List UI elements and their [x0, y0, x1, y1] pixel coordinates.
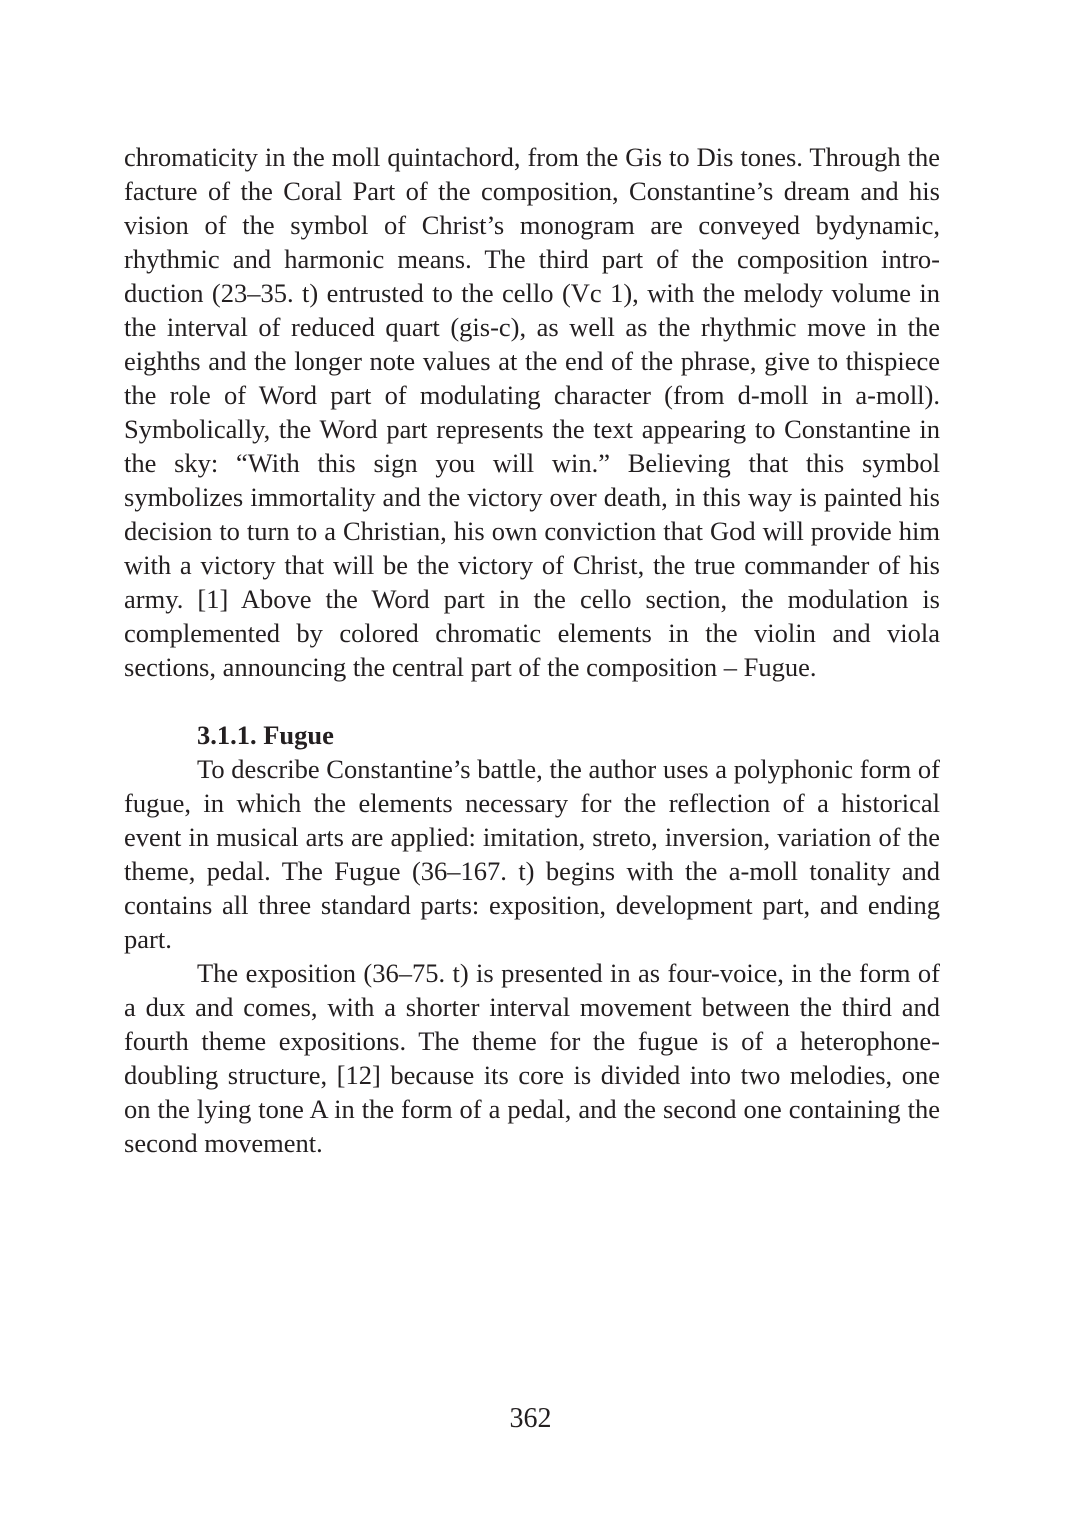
section-heading: 3.1.1. Fugue: [197, 720, 334, 750]
page-number: 362: [509, 1403, 552, 1434]
body-paragraph: To describe Constantine’s battle, the author uses a polyphonic form of fugue, in which the elements necessary for the reflection of a historical event in musical arts are applied: imitation, streto, inversion, variation of the theme, pedal. The Fugue (36–167. t) begins with the a-moll tonality and contains all three standard parts: exposition, development part, and ending part.: [124, 754, 940, 954]
body-text: [124, 140, 940, 1160]
body-paragraph: chromaticity in the moll quintachord, from the Gis to Dis tones. Through the facture of the Coral Part of the composition, Constantine’s dream and his vision of the symbol of Christ’s monogram are conveyed bydynamic, rhythmic and harmonic means. The third part of the composition introduction (23–35. t) entrusted to the cello (Vc 1), with the melody volume in the interval of reduced quart (gis-c), as well as the rhythmic move in the eighths and the longer note values at the end of the phrase, give to thispiece the role of Word part of modulating character (from d-moll in a-moll). Symbolically, the Word part represents the text appearing to Constantine in the sky: “With this sign you will win.” Believing that this symbol symbolizes immortality and the victory over death, in this way is painted his decision to turn to a Christian, his own conviction that God will provide him with a victory that will be the victory of Christ, the true commander of his army. [1] Above the Word part in the cello section, the modulation is complemented by colored chromatic elements in the violin and viola sections, announcing the central part of the composition – Fugue.: [124, 142, 940, 682]
body-paragraph: The exposition (36–75. t) is presented in as four-voice, in the form of a dux and comes, with a shorter interval movement between the third and fourth theme expositions. The theme for the fugue is of a heterophone-doubling structure, [12] because its core is divided into two melodies, one on the lying tone A in the form of a pedal, and the second one containing the second movement.: [124, 958, 940, 1158]
